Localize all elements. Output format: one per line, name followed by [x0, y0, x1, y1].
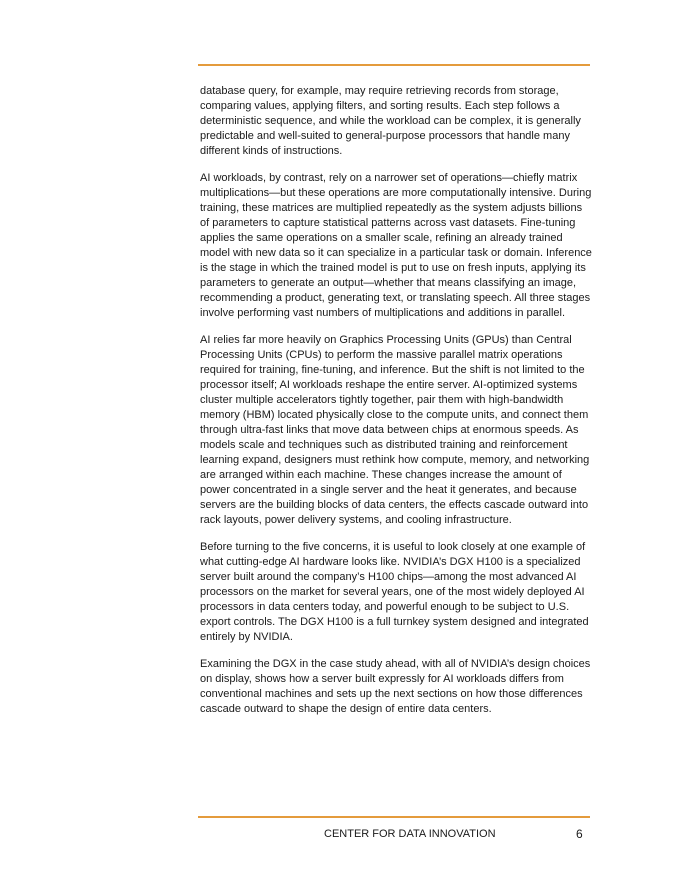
footer-organization: CENTER FOR DATA INNOVATION	[324, 828, 496, 840]
paragraph: AI relies far more heavily on Graphics Processing Units (GPUs) than Central Processing Units (CPUs) to perform the massive parallel matrix operations required for training, fine-tuning, and inference. But the shift is not limited to the processor itself; AI workloads reshape the entire server. AI-optimized systems cluster multiple accelerators tightly together, pair them with high-bandwidth memory (HBM) located physically close to the compute units, and connect them through ultra-fast links that move data between chips at enormous speeds. As models scale and techniques such as distributed training and reinforcement learning expand, designers must rethink how compute, memory, and networking are arranged within each machine. These changes increase the amount of power concentrated in a single server and the heat it generates, and because servers are the building blocks of data centers, the effects cascade outward into rack layouts, power delivery systems, and cooling infrastructure.	[200, 334, 590, 526]
footer-rule	[198, 816, 590, 818]
paragraph: AI workloads, by contrast, rely on a narrower set of operations—chiefly matrix multiplications—but these operations are more computationally intensive. During training, these matrices are multiplied repeatedly as the system adjusts billions of parameters to capture statistical patterns across vast datasets. Fine-tuning applies the same operations on a smaller scale, refining an already trained model with new data so it can specialize in a particular task or domain. Inference is the stage in which the trained model is put to use on fresh inputs, applying its parameters to generate an output—whether that means classifying an image, recommending a product, generating text, or translating speech. All three stages involve performing vast numbers of multiplications and additions in parallel.	[200, 172, 592, 319]
paragraph: Examining the DGX in the case study ahead, with all of NVIDIA’s design choices on display, shows how a server built expressly for AI workloads differs from conventional machines and sets up the next sections on how those differences cascade outward to shape the design of entire data centers.	[200, 658, 591, 715]
paragraph: database query, for example, may require retrieving records from storage, comparing values, applying filters, and sorting results. Each step follows a deterministic sequence, and while the workload can be complex, it is generally predictable and well-suited to general-purpose processors that handle many different kinds of instructions.	[200, 85, 581, 157]
page-number: 6	[576, 827, 583, 841]
paragraph: Before turning to the five concerns, it is useful to look closely at one example of what cutting-edge AI hardware looks like. NVIDIA’s DGX H100 is a specialized server built around the company’s H100 chips—among the most advanced AI processors on the market for several years, one of the most widely deployed AI processors in data centers today, and powerful enough to be subject to U.S. export controls. The DGX H100 is a full turnkey system designed and integrated entirely by NVIDIA.	[200, 541, 589, 643]
body-text	[200, 84, 592, 729]
header-rule	[198, 64, 590, 66]
